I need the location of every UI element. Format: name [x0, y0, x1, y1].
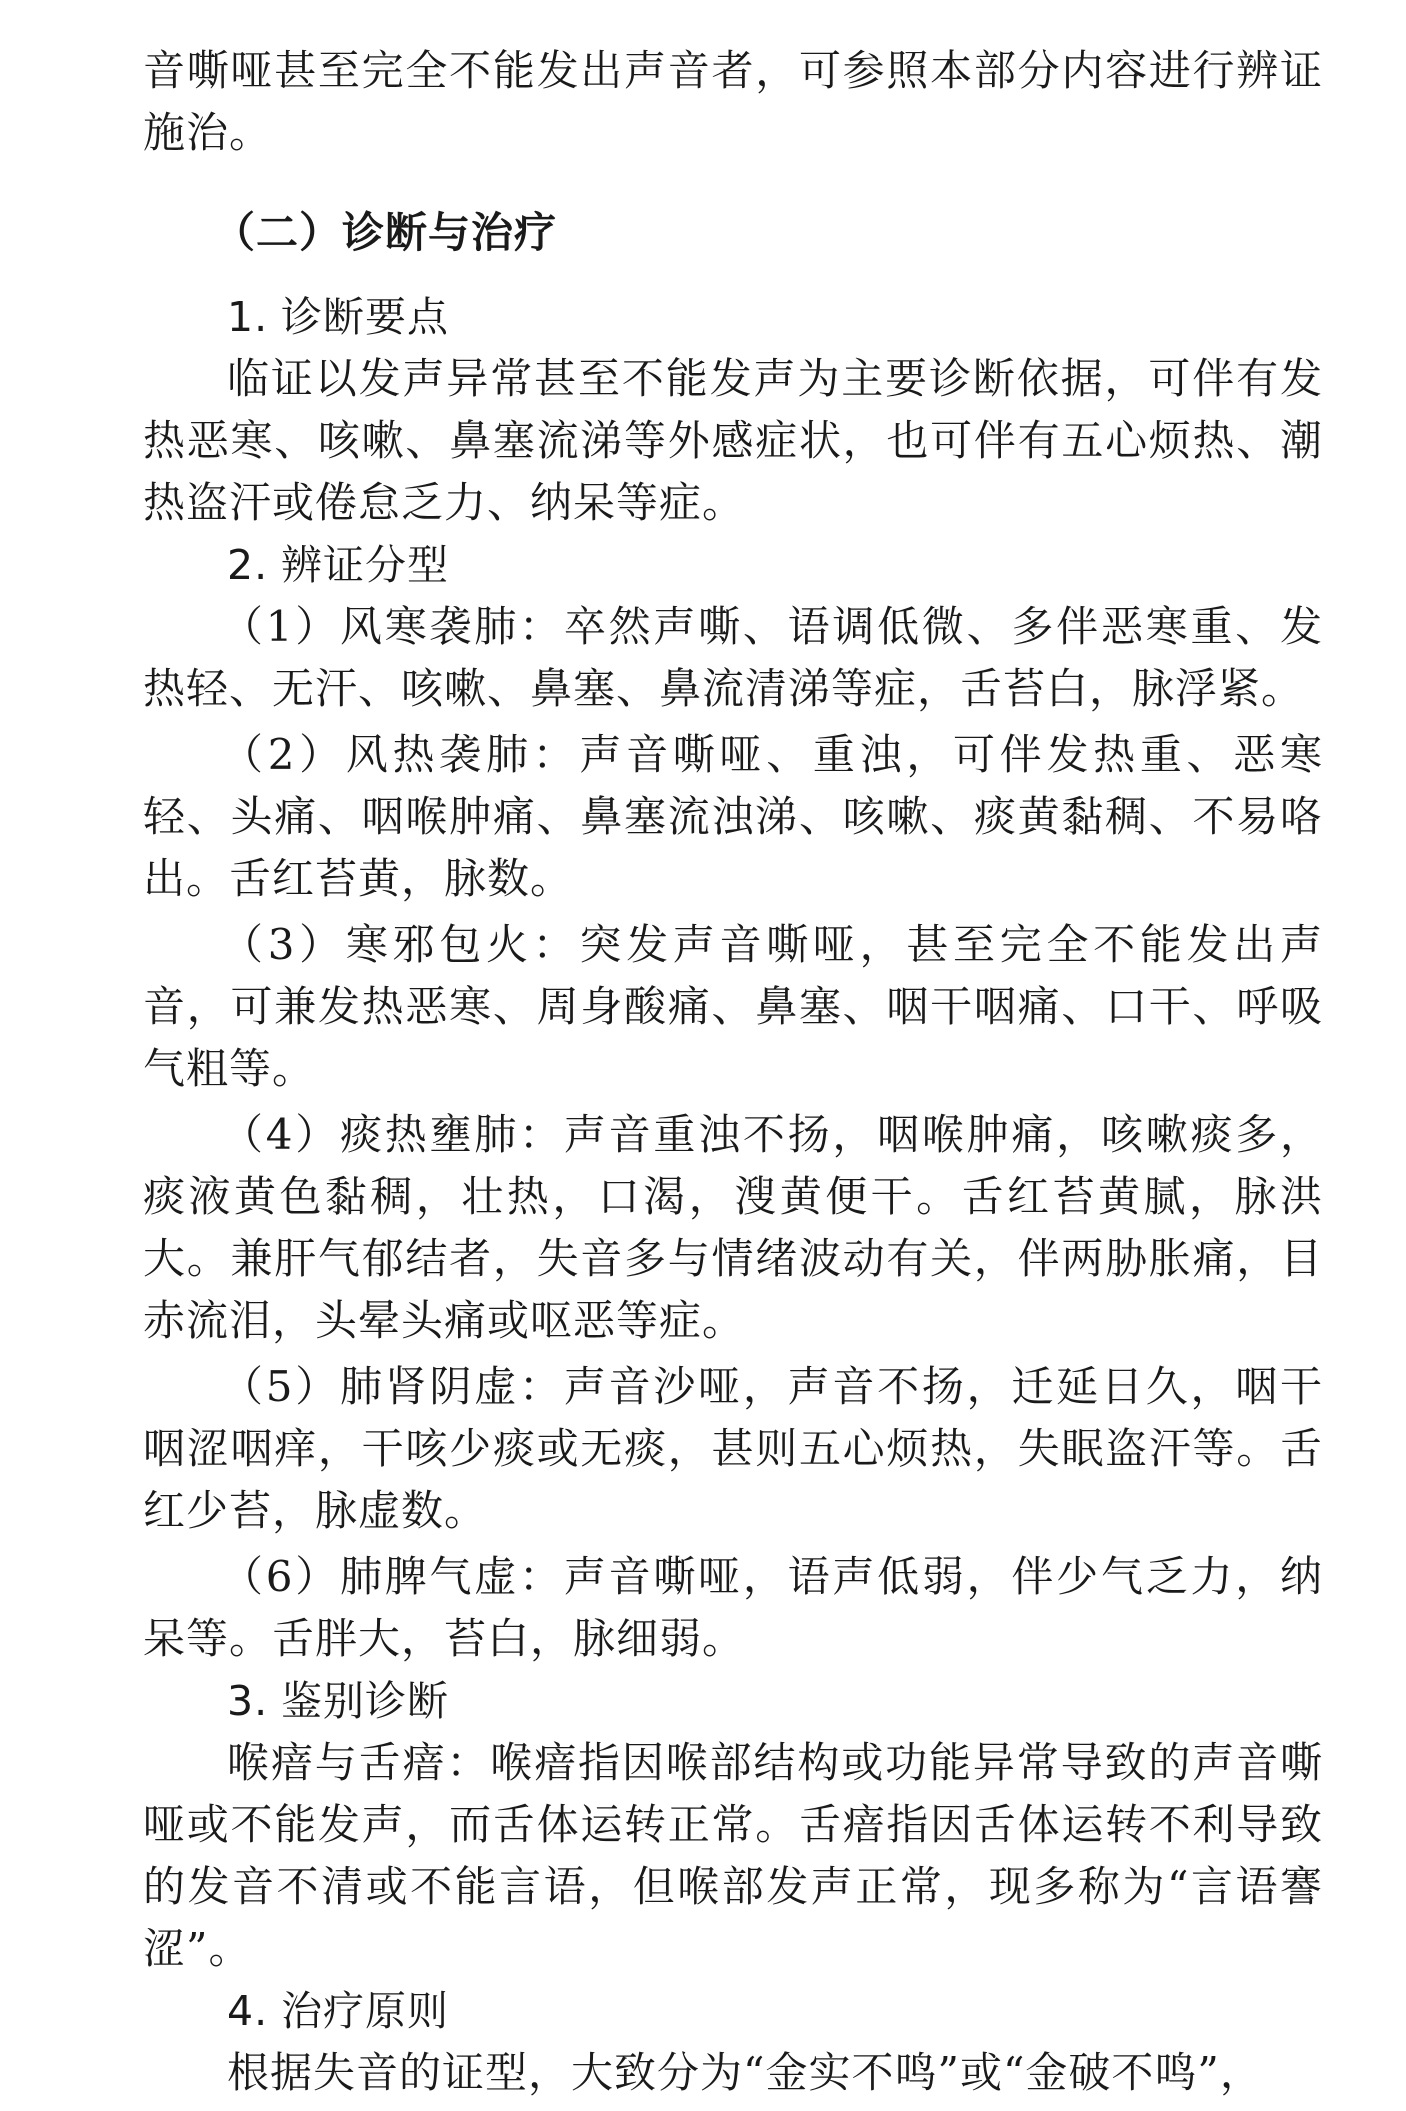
subheading-number: 1. [227, 293, 269, 341]
subheading-number: 2. [227, 541, 269, 589]
syndrome-label: （6）肺脾气虚： [221, 1552, 564, 1601]
syndrome-text: 声音沙哑，声音不扬，迁延日久，咽干咽涩咽痒，干咳少痰或无痰，甚则五心烦热，失眠盗汗等。舌红少苔，脉虚数。 [143, 1362, 1323, 1535]
subheading-title: 鉴别诊断 [281, 1677, 449, 1725]
treatment-paragraph: 根据失音的证型，大致分为“金实不鸣”或“金破不鸣”， [227, 2048, 1263, 2097]
diagnosis-points-paragraph: 临证以发声异常甚至不能发声为主要诊断依据，可伴有发热恶寒、咳嗽、鼻塞流涕等外感症状，也可伴有五心烦热、潮热盗汗或倦怠乏力、纳呆等症。 [143, 354, 1323, 527]
syndrome-label: （5）肺肾阴虚： [221, 1362, 564, 1411]
subheading-title: 诊断要点 [281, 293, 449, 341]
subheading-number: 3. [227, 1677, 269, 1725]
subheading-diagnosis-points [143, 286, 1323, 348]
subheading-title: 辨证分型 [281, 541, 449, 589]
subheading-syndrome-types [143, 534, 1323, 596]
subheading-differential [143, 1670, 1323, 1732]
section-heading: （二）诊断与治疗 [213, 208, 558, 257]
intro-paragraph: 音嘶哑甚至完全不能发出声音者，可参照本部分内容进行辨证施治。 [143, 46, 1323, 157]
syndrome-label: （2）风热袭肺： [221, 730, 580, 779]
syndrome-item-1 [143, 596, 1323, 720]
syndrome-item-4 [143, 1104, 1323, 1352]
syndrome-label: （4）痰热壅肺： [221, 1110, 564, 1159]
syndrome-text: 声音嘶哑、重浊，可伴发热重、恶寒轻、头痛、咽喉肿痛、鼻塞流浊涕、咳嗽、痰黄黏稠、不易咯出。舌红苔黄，脉数。 [143, 730, 1323, 903]
differential-paragraph: 喉瘖与舌瘖：喉瘖指因喉部结构或功能异常导致的声音嘶哑或不能发声，而舌体运转正常。舌瘖指因舌体运转不利导致的发音不清或不能言语，但喉部发声正常，现多称为“言语謇涩”。 [143, 1738, 1323, 1973]
syndrome-item-6 [143, 1546, 1323, 1670]
syndrome-label: （1）风寒袭肺： [221, 602, 564, 651]
syndrome-text: 突发声音嘶哑，甚至完全不能发出声音，可兼发热恶寒、周身酸痛、鼻塞、咽干咽痛、口干、呼吸气粗等。 [143, 920, 1323, 1093]
syndrome-text: 声音重浊不扬，咽喉肿痛，咳嗽痰多，痰液黄色黏稠，壮热，口渴，溲黄便干。舌红苔黄腻，脉洪大。兼肝气郁结者，失音多与情绪波动有关，伴两胁胀痛，目赤流泪，头晕头痛或呕恶等症。 [143, 1110, 1323, 1345]
syndrome-item-3 [143, 914, 1323, 1100]
document-page [143, 40, 1323, 2104]
syndrome-label: （3）寒邪包火： [221, 920, 580, 969]
subheading-treatment [143, 1980, 1323, 2042]
syndrome-text: 卒然声嘶、语调低微、多伴恶寒重、发热轻、无汗、咳嗽、鼻塞、鼻流清涕等症，舌苔白，脉浮紧。 [143, 602, 1323, 713]
syndrome-text: 声音嘶哑，语声低弱，伴少气乏力，纳呆等。舌胖大，苔白，脉细弱。 [143, 1552, 1323, 1663]
syndrome-item-5 [143, 1356, 1323, 1542]
syndrome-item-2 [143, 724, 1323, 910]
subheading-title: 治疗原则 [281, 1987, 449, 2035]
subheading-number: 4. [227, 1987, 269, 2035]
